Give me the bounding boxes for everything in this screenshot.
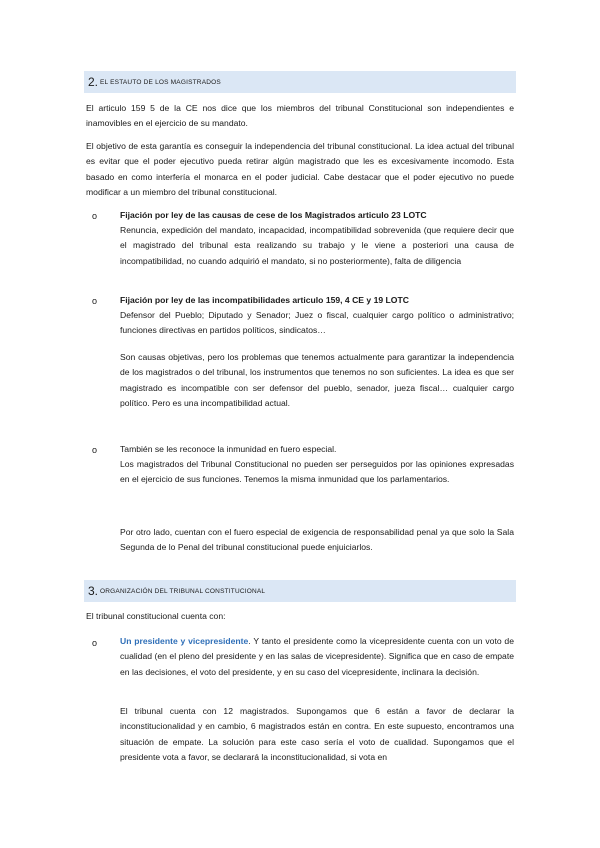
list-item-text: Los magistrados del Tribunal Constitucional no pueden ser perseguidos por las opiniones expresadas en el ejercicio de sus funciones. Tenemos la misma inmunidad que los parlamentarios.	[120, 459, 514, 485]
list-item-text: Por otro lado, cuentan con el fuero especial de exigencia de responsabilidad penal ya que solo la Sala Segunda de lo Penal del tribunal constitucional puede enjuiciarlos.	[120, 527, 514, 553]
section-title: EL ESTAUTO DE LOS MAGISTRADOS	[100, 78, 221, 86]
section-number: 2.	[88, 75, 99, 89]
section-title: ORGANIZACIÓN DEL TRIBUNAL CONSTITUCIONAL	[100, 587, 266, 595]
list-item-text: Son causas objetivas, pero los problemas que tenemos actualmente para garantizar la independencia de los magistrados o del tribunal, los instrumentos que tenemos no son suficientes. La idea es que ser magistrado es incompatible con ser defensor del pueblo, senador, jueza fiscal… cualquier cargo político. Pero es una incompatibilidad actual.	[120, 352, 514, 409]
list-item-body: . Y tanto el presidente como la vicepresidente cuenta con un voto de cualidad (en el pleno del presidente y en las salas de vicepresidente). Significa que en caso de empate en las decisiones, el voto del presidente, y en su caso del vicepresidente, inclinara la decisión.	[120, 636, 514, 677]
section-number: 3.	[88, 584, 99, 598]
paragraph: El tribunal constitucional cuenta con:	[86, 611, 226, 621]
paragraph: El articulo 159 5 de la CE nos dice que los miembros del tribunal Constitucional son independientes e inamovibles en el ejercicio de su mandato.	[86, 103, 514, 129]
section-3-header	[84, 580, 516, 602]
bullet-icon: o	[92, 211, 98, 221]
paragraph: El objetivo de esta garantía es conseguir la independencia del tribunal constitucional. La idea actual del tribunal es evitar que el poder ejecutivo pueda retirar algún magistrado que les es excesivamente incomodo. Esta basado en como interfería el monarca en el poder judicial. Cabe destacar que el poder ejecutivo no puede modificar a un miembro del tribunal constitucional.	[86, 141, 514, 198]
list-item-text: Defensor del Pueblo; Diputado y Senador; Juez o fiscal, cualquier cargo político o administrativo; funciones directivas en partidos políticos, sindicatos…	[120, 310, 514, 336]
list-item-heading: También se les reconoce la inmunidad en fuero especial.	[120, 444, 337, 454]
list-item-heading: Fijación por ley de las incompatibilidades articulo 159, 4 CE y 19 LOTC	[120, 295, 409, 305]
section-2-header	[84, 71, 516, 93]
bullet-icon: o	[92, 296, 98, 306]
bullet-icon: o	[92, 445, 98, 455]
list-item-text: Renuncia, expedición del mandato, incapacidad, incompatibilidad sobrevenida (que requiere decir que el magistrado del tribunal esta realizando su trabajo y le viene a posteriori una causa de incompatibilidad, no cuando adquirió el mandato, si no posteriormente), falta de diligencia	[120, 225, 514, 266]
list-item-text	[120, 634, 514, 680]
list-item-heading: Fijación por ley de las causas de cese de los Magistrados articulo 23 LOTC	[120, 210, 427, 220]
list-item-text: El tribunal cuenta con 12 magistrados. Supongamos que 6 están a favor de declarar la inconstitucionalidad y en cambio, 6 magistrados están en contra. En este supuesto, encontramos una situación de empate. La solución para este caso sería el voto de cualidad. Supongamos que el presidente vota a favor, se declarará la inconstitucionalidad, si vota en	[120, 706, 514, 763]
bullet-icon: o	[92, 638, 98, 648]
highlighted-term: Un presidente y vicepresidente	[120, 636, 249, 646]
